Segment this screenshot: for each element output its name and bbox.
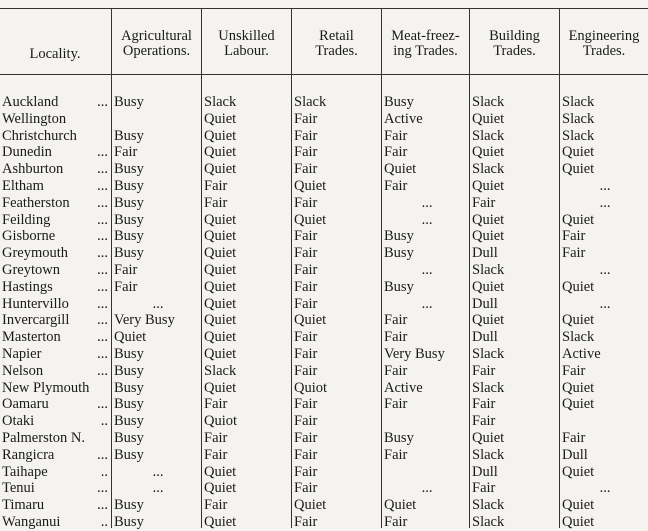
cell-unskilled: Quiet	[204, 379, 237, 396]
cell-engineering: ...	[599, 295, 611, 312]
cell-building: Dull	[472, 463, 498, 480]
table-row	[0, 514, 648, 531]
cell-building: Slack	[472, 94, 505, 110]
cell-meat-freezing: Quiet	[384, 161, 417, 178]
cell-engineering: ...	[599, 480, 611, 497]
cell-agricultural: Busy	[114, 94, 144, 110]
cell-retail: Fair	[294, 513, 318, 530]
table-row	[0, 312, 648, 329]
table-top-rule	[0, 8, 648, 9]
cell-retail: Fair	[294, 110, 318, 127]
cell-engineering: Slack	[562, 110, 595, 127]
locality-cell	[2, 245, 110, 262]
locality-leader: ..	[100, 463, 108, 480]
locality-name: Timaru	[2, 497, 45, 514]
cell-meat-freezing: Fair	[384, 312, 408, 329]
cell-building: Fair	[472, 480, 496, 497]
cell-meat-freezing: Fair	[384, 127, 408, 144]
cell-retail: Quiet	[294, 497, 327, 514]
cell-meat-freezing: Busy	[384, 94, 414, 110]
cell-agricultural: Fair	[114, 261, 138, 278]
locality-cell	[2, 329, 110, 346]
cell-unskilled: Quiet	[204, 345, 237, 362]
cell-building: Fair	[472, 362, 496, 379]
cell-retail: Fair	[294, 345, 318, 362]
cell-agricultural: Busy	[114, 177, 144, 194]
header-retail-trades: Retail Trades.	[315, 28, 358, 59]
cell-unskilled: Slack	[204, 362, 237, 379]
locality-name: Otaki	[2, 413, 35, 430]
cell-engineering: Quiet	[562, 463, 595, 480]
cell-retail: Fair	[294, 144, 318, 161]
cell-unskilled: Quiet	[204, 329, 237, 346]
locality-name: Eltham	[2, 177, 44, 194]
cell-agricultural: ...	[152, 463, 164, 480]
locality-name: Tenui	[2, 480, 35, 497]
locality-leader: ...	[97, 194, 108, 211]
cell-unskilled: Quiet	[204, 480, 237, 497]
cell-unskilled: Fair	[204, 177, 228, 194]
cell-meat-freezing: Busy	[384, 278, 414, 295]
cell-meat-freezing: Fair	[384, 329, 408, 346]
cell-engineering: Quiet	[562, 211, 595, 228]
cell-building: Quiet	[472, 278, 505, 295]
cell-engineering: Fair	[562, 362, 586, 379]
table-row	[0, 94, 648, 111]
cell-meat-freezing: ...	[421, 211, 433, 228]
cell-engineering: Dull	[562, 446, 588, 463]
cell-building: Slack	[472, 379, 505, 396]
cell-engineering: Quiet	[562, 513, 595, 530]
locality-leader: ...	[97, 329, 108, 346]
cell-retail: Fair	[294, 446, 318, 463]
locality-name: Christchurch	[2, 127, 77, 144]
cell-building: Dull	[472, 295, 498, 312]
cell-building: Fair	[472, 413, 496, 430]
locality-leader	[85, 430, 110, 447]
locality-name: Masterton	[2, 329, 61, 346]
cell-retail: Fair	[294, 362, 318, 379]
cell-meat-freezing: ...	[421, 261, 433, 278]
cell-unskilled: Quiet	[204, 211, 237, 228]
locality-cell	[2, 144, 110, 161]
locality-cell	[2, 312, 110, 329]
table-row	[0, 497, 648, 514]
locality-cell	[2, 262, 110, 279]
cell-unskilled: Slack	[204, 94, 237, 110]
cell-agricultural: ...	[152, 295, 164, 312]
cell-meat-freezing: Active	[384, 379, 423, 396]
locality-leader: ...	[97, 261, 108, 278]
locality-cell	[2, 94, 110, 111]
cell-building: Slack	[472, 497, 505, 514]
cell-meat-freezing: Very Busy	[384, 345, 445, 362]
locality-cell	[2, 178, 110, 195]
cell-agricultural: Busy	[114, 396, 144, 413]
cell-unskilled: Fair	[204, 429, 228, 446]
table-row	[0, 480, 648, 497]
locality-leader: ...	[97, 497, 108, 514]
cell-meat-freezing: Active	[384, 110, 423, 127]
table-row	[0, 296, 648, 313]
locality-leader: ...	[97, 345, 108, 362]
locality-name: Hastings	[2, 278, 53, 295]
table-row	[0, 430, 648, 447]
locality-cell	[2, 380, 110, 397]
cell-engineering: Fair	[562, 245, 586, 262]
cell-meat-freezing: Quiet	[384, 497, 417, 514]
cell-unskilled: Quiot	[204, 413, 238, 430]
cell-meat-freezing: Fair	[384, 177, 408, 194]
header-locality: Locality.	[29, 45, 81, 62]
cell-engineering: Fair	[562, 429, 586, 446]
locality-cell	[2, 413, 110, 430]
cell-engineering: Slack	[562, 94, 595, 110]
locality-cell	[2, 464, 110, 481]
locality-cell	[2, 497, 110, 514]
locality-name: Palmerston N.	[2, 429, 85, 446]
cell-building: Quiet	[472, 110, 505, 127]
locality-leader: ...	[97, 144, 108, 161]
locality-name: Invercargill	[2, 312, 70, 329]
cell-building: Quiet	[472, 144, 505, 161]
cell-meat-freezing: Busy	[384, 245, 414, 262]
locality-name: Featherston	[2, 194, 70, 211]
table-row	[0, 245, 648, 262]
locality-cell	[2, 195, 110, 212]
locality-name: Taihape	[2, 463, 48, 480]
locality-name: Greymouth	[2, 245, 69, 262]
table-row	[0, 447, 648, 464]
locality-cell	[2, 363, 110, 380]
cell-agricultural: Busy	[114, 413, 144, 430]
cell-unskilled: Quiet	[204, 261, 237, 278]
cell-engineering: Slack	[562, 329, 595, 346]
locality-leader: ...	[97, 396, 108, 413]
locality-leader: ...	[97, 177, 108, 194]
locality-leader: ...	[97, 312, 108, 329]
cell-meat-freezing: Busy	[384, 228, 414, 245]
cell-agricultural: Busy	[114, 379, 144, 396]
locality-leader	[77, 128, 110, 145]
cell-engineering: Active	[562, 345, 601, 362]
locality-name: Wanganui	[2, 513, 61, 530]
cell-unskilled: Quiet	[204, 127, 237, 144]
locality-leader: ...	[97, 94, 108, 110]
cell-retail: Fair	[294, 261, 318, 278]
cell-engineering: Quiet	[562, 379, 595, 396]
table-row	[0, 464, 648, 481]
locality-name: Auckland	[2, 94, 59, 110]
cell-retail: Fair	[294, 429, 318, 446]
cell-unskilled: Quiet	[204, 144, 237, 161]
table-row	[0, 346, 648, 363]
table-row	[0, 212, 648, 229]
cell-engineering: ...	[599, 194, 611, 211]
locality-cell	[2, 279, 110, 296]
cell-retail: Fair	[294, 194, 318, 211]
locality-leader	[66, 111, 110, 128]
locality-name: Oamaru	[2, 396, 49, 413]
table-row	[0, 329, 648, 346]
cell-agricultural: ...	[152, 480, 164, 497]
locality-name: Ashburton	[2, 161, 64, 178]
cell-unskilled: Quiet	[204, 278, 237, 295]
locality-leader: ...	[97, 362, 108, 379]
cell-meat-freezing: ...	[421, 295, 433, 312]
cell-retail: Fair	[294, 278, 318, 295]
table-row	[0, 363, 648, 380]
cell-retail: Fair	[294, 480, 318, 497]
header-building-trades: Building Trades.	[489, 28, 540, 59]
locality-cell	[2, 514, 110, 531]
cell-unskilled: Quiet	[204, 245, 237, 262]
cell-unskilled: Fair	[204, 446, 228, 463]
locality-cell	[2, 430, 110, 447]
cell-meat-freezing: ...	[421, 480, 433, 497]
cell-building: Slack	[472, 261, 505, 278]
cell-agricultural: Busy	[114, 211, 144, 228]
cell-meat-freezing: Fair	[384, 396, 408, 413]
cell-agricultural: Busy	[114, 497, 144, 514]
locality-name: Wellington	[2, 110, 67, 127]
cell-agricultural: Quiet	[114, 329, 147, 346]
cell-retail: Fair	[294, 245, 318, 262]
cell-retail: Fair	[294, 127, 318, 144]
locality-leader: ..	[100, 513, 108, 530]
cell-meat-freezing: Fair	[384, 144, 408, 161]
table-row	[0, 380, 648, 397]
cell-building: Quiet	[472, 177, 505, 194]
cell-building: Fair	[472, 396, 496, 413]
locality-cell	[2, 212, 110, 229]
locality-name: Napier	[2, 345, 42, 362]
cell-engineering: Fair	[562, 228, 586, 245]
cell-retail: Slack	[294, 94, 327, 110]
locality-cell	[2, 480, 110, 497]
cell-engineering: ...	[599, 177, 611, 194]
cell-agricultural: Fair	[114, 144, 138, 161]
cell-retail: Quiot	[294, 379, 328, 396]
cell-unskilled: Quiet	[204, 228, 237, 245]
table-body	[0, 94, 648, 531]
cell-retail: Fair	[294, 295, 318, 312]
cell-building: Slack	[472, 513, 505, 530]
locality-name: Rangicra	[2, 446, 55, 463]
cell-agricultural: Fair	[114, 278, 138, 295]
locality-leader: ..	[100, 413, 108, 430]
locality-cell	[2, 447, 110, 464]
header-engineering-trades: Engineering Trades.	[568, 28, 640, 59]
locality-leader: ...	[97, 295, 108, 312]
cell-unskilled: Quiet	[204, 513, 237, 530]
cell-engineering: Quiet	[562, 144, 595, 161]
cell-unskilled: Quiet	[204, 463, 237, 480]
cell-building: Slack	[472, 127, 505, 144]
cell-engineering: Quiet	[562, 312, 595, 329]
header-meat-freezing-trades: Meat-freez- ing Trades.	[391, 28, 460, 59]
header-agricultural-operations: Agricultural Operations.	[121, 28, 192, 59]
cell-agricultural: Busy	[114, 228, 144, 245]
locality-cell	[2, 296, 110, 313]
cell-building: Quiet	[472, 429, 505, 446]
locality-name: Gisborne	[2, 228, 56, 245]
cell-agricultural: Busy	[114, 127, 144, 144]
cell-building: Quiet	[472, 228, 505, 245]
cell-building: Dull	[472, 329, 498, 346]
cell-building: Dull	[472, 245, 498, 262]
table-row	[0, 161, 648, 178]
table-row	[0, 396, 648, 413]
cell-unskilled: Fair	[204, 396, 228, 413]
locality-leader: ...	[97, 161, 108, 178]
table-row	[0, 228, 648, 245]
cell-agricultural: Busy	[114, 362, 144, 379]
table-row	[0, 413, 648, 430]
locality-cell	[2, 396, 110, 413]
cell-unskilled: Fair	[204, 194, 228, 211]
locality-name: Feilding	[2, 211, 51, 228]
cell-engineering: Quiet	[562, 161, 595, 178]
locality-name: Nelson	[2, 362, 44, 379]
locality-cell	[2, 161, 110, 178]
cell-unskilled: Quiet	[204, 295, 237, 312]
cell-agricultural: Busy	[114, 429, 144, 446]
cell-unskilled: Fair	[204, 497, 228, 514]
cell-retail: Fair	[294, 161, 318, 178]
cell-building: Fair	[472, 194, 496, 211]
header-unskilled-labour: Unskilled Labour.	[218, 28, 275, 59]
table-row	[0, 195, 648, 212]
cell-meat-freezing: Fair	[384, 362, 408, 379]
cell-meat-freezing: Fair	[384, 513, 408, 530]
locality-name: Greytown	[2, 261, 60, 278]
cell-agricultural: Busy	[114, 513, 144, 530]
locality-leader: ...	[97, 211, 108, 228]
table-row	[0, 262, 648, 279]
cell-meat-freezing: ...	[421, 194, 433, 211]
locality-cell	[2, 346, 110, 363]
cell-building: Slack	[472, 446, 505, 463]
cell-building: Quiet	[472, 211, 505, 228]
table-row	[0, 178, 648, 195]
cell-agricultural: Busy	[114, 194, 144, 211]
cell-retail: Fair	[294, 463, 318, 480]
cell-engineering: Slack	[562, 127, 595, 144]
locality-leader: ...	[97, 480, 108, 497]
locality-leader	[89, 380, 110, 397]
cell-agricultural: Busy	[114, 446, 144, 463]
cell-retail: Quiet	[294, 211, 327, 228]
locality-leader: ...	[97, 446, 108, 463]
table-row	[0, 128, 648, 145]
cell-retail: Quiet	[294, 312, 327, 329]
locality-leader: ...	[97, 278, 108, 295]
cell-building: Slack	[472, 161, 505, 178]
cell-engineering: Quiet	[562, 396, 595, 413]
cell-agricultural: Busy	[114, 161, 144, 178]
cell-building: Slack	[472, 345, 505, 362]
cell-retail: Fair	[294, 413, 318, 430]
cell-agricultural: Busy	[114, 345, 144, 362]
locality-cell	[2, 228, 110, 245]
locality-cell	[2, 128, 110, 145]
table-row	[0, 111, 648, 128]
cell-retail: Fair	[294, 228, 318, 245]
locality-name: New Plymouth	[2, 379, 90, 396]
cell-engineering: Quiet	[562, 497, 595, 514]
locality-leader: ...	[97, 245, 108, 262]
cell-unskilled: Quiet	[204, 312, 237, 329]
cell-retail: Fair	[294, 329, 318, 346]
locality-name: Huntervillo	[2, 295, 69, 312]
cell-engineering: ...	[599, 261, 611, 278]
cell-unskilled: Quiet	[204, 110, 237, 127]
cell-retail: Quiet	[294, 177, 327, 194]
cell-agricultural: Very Busy	[114, 312, 175, 329]
locality-cell	[2, 111, 110, 128]
cell-retail: Fair	[294, 396, 318, 413]
locality-leader: ...	[97, 228, 108, 245]
table-row	[0, 279, 648, 296]
cell-agricultural: Busy	[114, 245, 144, 262]
locality-name: Dunedin	[2, 144, 52, 161]
table-row	[0, 144, 648, 161]
cell-meat-freezing: Busy	[384, 429, 414, 446]
cell-meat-freezing: Fair	[384, 446, 408, 463]
cell-building: Quiet	[472, 312, 505, 329]
cell-engineering: Quiet	[562, 278, 595, 295]
cell-unskilled: Quiet	[204, 161, 237, 178]
